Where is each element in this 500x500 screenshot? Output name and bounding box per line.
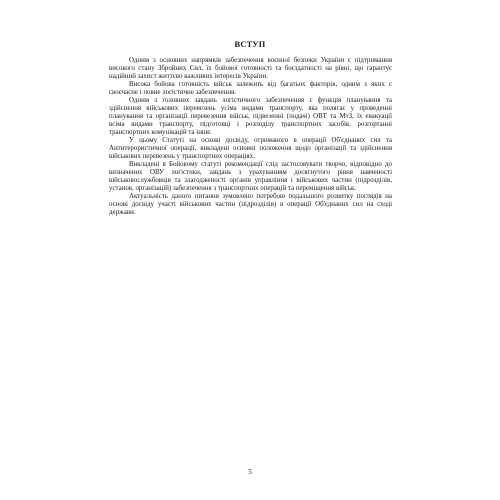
paragraph: Одним з основних напрямків забезпечення воєнної безпеки України є підтримання високого стану Збройних Сил, їх бойової готовності та боєздатності на рівні, що гарантує надійний захист життєво важливих інтересів України. [109,57,392,80]
paragraph: Висока бойова готовність військ залежить від багатьох факторів, одним з яких є своєчасне і повне логістичне забезпечення. [109,81,392,96]
paragraph: Актуальність даного питання зумовлено потребою подальшого розвитку поглядів на основі досвіду участі військових частин (підрозділів) в операції Об'єднаних сил на сході держави. [109,193,392,216]
document-body [109,57,392,217]
paragraph: Викладені в Бойовому статуті рекомендації слід застосовувати творчо, відповідно до визначених ОВУ логістики, завдань з урахуванням досягнутого рівня навченості військовослужбовців та злагодженості органів управління і військових частин (підрозділів, установ, організацій) забезпечення з транспортних операцій та переміщення військ. [109,161,392,192]
paragraph: Одним з головних завдань логістичного забезпечення є функція планування та здійснення військових перевезень усіма видами транспорту, яка полягає у проведенні планування та організації перевезення військ, підвезенні (подачі) ОВТ та МтЗ, їх евакуації всіма видами транспорту, підготовці і розподілу транспортних засобів, розгортанні транспортних комунікацій та інше. [109,97,392,136]
page-title: ВСТУП [234,40,266,49]
page-number: 5 [248,468,252,476]
paragraph: У цьому Статуті на основі досвіду, отриманого в операції Об'єднаних сил та Антитерористичної операції, викладені основні положення щодо організації та здійснення військових перевезень у транспортних операціях. [109,137,392,160]
